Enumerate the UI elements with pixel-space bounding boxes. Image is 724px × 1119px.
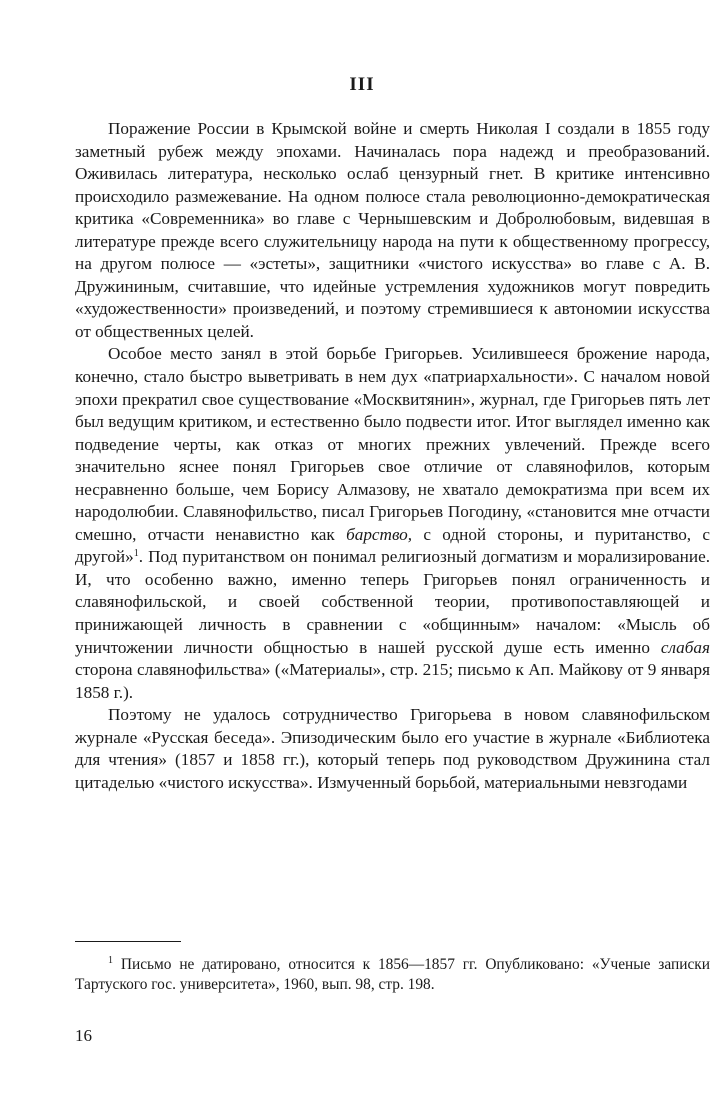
page-number: 16 bbox=[75, 1026, 92, 1045]
paragraph-3: Поэтому не удалось сотрудничество Григорьева в новом славянофильском журнале «Русская беседа». Эпизодическим было его участие в журнале «Библиотека для чтения» (1857 и 1858 гг.), который теперь под руководством Дружинина стал цитаделью «чистого искусства». Измученный борьбой, материальными невзгодами bbox=[75, 705, 710, 792]
paragraph-2-part-4: сторона славянофильства» («Материалы», стр. 215; письмо к Ап. Майкову от 9 января 1858 г.). bbox=[75, 660, 710, 702]
paragraph-2-part-3: . Под пуританством он понимал религиозный догматизм и морализирование. И, что особенно важно, именно теперь Григорьев понял ограниченность и славянофильской, и своей собственной теории, противопоставляющей и принижающей личность в сравнении с «общинным» началом: «Мысль об уничтожении личности общностью в нашей русской душе есть именно bbox=[75, 547, 710, 657]
footnote-divider bbox=[75, 941, 181, 942]
paragraph-2-part-2: с одной стороны, и пуританство, с другой» bbox=[75, 524, 710, 567]
paragraph-1: Поражение России в Крымской войне и смерть Николая I создали в 1855 году заметный рубеж между эпохами. Начиналась пора надежд и преобразований. Оживилась литература, несколько ослаб цензурный гнет. В критике интенсивно происходило размежевание. На одном полюсе стала революционно-демократическая критика «Современника» во главе с Чернышевским и Добролюбовым, видевшая в литературе прежде всего служительницу народа на пути к общественному прогрессу, на другом полюсе — «эстеты», защитники «чистого искусства» во главе с А. В. Дружининым, считавшие, что идейные устремления художников могут повредить «художественности» произведений, и поэтому стремившиеся к автономии искусства от общественных целей. bbox=[75, 119, 710, 341]
section-number: III bbox=[349, 74, 375, 95]
emphasis-slabaya: слабая bbox=[660, 637, 710, 657]
footnote-reference: 1 bbox=[133, 548, 139, 560]
paragraph-2 bbox=[75, 343, 710, 704]
paragraph-2-part-1: Особое место занял в этой борьбе Григорьев. Усилившееся брожение народа, конечно, стало быстро выветривать в нем дух «патриархальности». С началом новой эпохи прекратил свое существование «Москвитянин», журнал, где Григорьев пять лет был ведущим критиком, и естественно было подвести итог. Итог выглядел именно как подведение черты, как отказ от многих прежних увлечений. Прежде всего значительно яснее понял Григорьев свое отличие от славянофилов, которым несравненно больше, чем Борису Алмазову, не хватало демократизма при всем их народолюбии. Славянофильство, писал Григорьев Погодину, «становится мне отчасти смешно, отчасти ненавистно как bbox=[75, 344, 710, 544]
emphasis-barstvo: барство, bbox=[346, 524, 413, 544]
footnote-text: Письмо не датировано, относится к 1856—1857 гг. Опубликовано: «Ученые записки Тартуского гос. университета», 1960, вып. 98, стр. 198. bbox=[75, 956, 710, 993]
footnote-marker: 1 bbox=[108, 955, 113, 966]
main-text bbox=[75, 118, 710, 794]
footnote bbox=[75, 955, 710, 995]
